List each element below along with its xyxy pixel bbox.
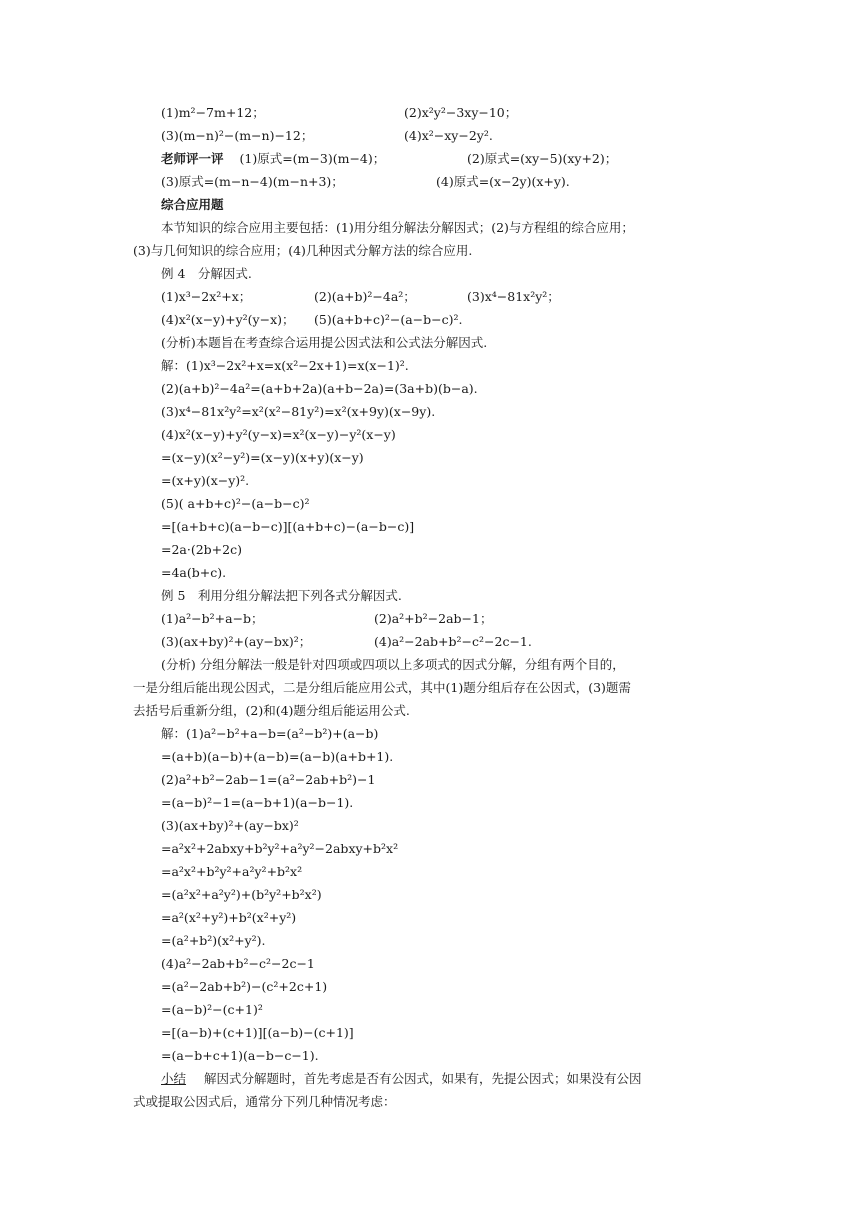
- solution-line: =[(a−b)+(c+1)][(a−b)−(c+1)]: [161, 1025, 354, 1040]
- answer-line: [436, 173, 570, 191]
- question: (3)x⁴−81x²y²；: [467, 289, 560, 304]
- solution-line: =(a²x²+a²y²)+(b²y²+b²x²): [161, 887, 322, 902]
- solution-line: (3)x⁴−81x²y²=x²(x²−81y²)=x²(x+9y)(x−9y).: [161, 404, 436, 419]
- exercise-item: (4)x²−xy−2y².: [404, 128, 493, 143]
- solution-line: (3)(ax+by)²+(ay−bx)²: [161, 818, 299, 833]
- solution-line: 解：(1)x³−2x²+x=x(x²−2x+1)=x(x−1)².: [161, 358, 409, 373]
- exercise-row: [404, 104, 517, 122]
- question: (2)a²+b²−2ab−1；: [374, 611, 493, 626]
- solution-line: 解：(1)a²−b²+a−b=(a²−b²)+(a−b): [161, 726, 379, 741]
- solution-line: (4)x²(x−y)+y²(y−x)=x²(x−y)−y²(x−y): [161, 427, 396, 442]
- solution-line: =(a²−2ab+b²)−(c²+2c+1): [161, 979, 328, 994]
- teacher-comment-label: 老师评一评: [161, 151, 224, 166]
- teacher-comment-row: [161, 150, 385, 168]
- question: (1)a²−b²+a−b；: [161, 611, 264, 626]
- answer: (4)原式=(x−2y)(x+y).: [436, 174, 570, 189]
- exercise-item: (3)(m−n)²−(m−n)−12；: [161, 128, 314, 143]
- answer: (1)原式=(m−3)(m−4)；: [239, 151, 386, 166]
- answer-line: [467, 150, 617, 168]
- solution-line: =(a+b)(a−b)+(a−b)=(a−b)(a+b+1).: [161, 749, 394, 764]
- question: (3)(ax+by)²+(ay−bx)²；: [161, 634, 312, 649]
- solution-line: =2a·(2b+2c): [161, 542, 242, 557]
- solution-line: =(x+y)(x−y)².: [161, 473, 250, 488]
- exercise-item: (1)m²−7m+12；: [161, 105, 265, 120]
- solution-line: (2)a²+b²−2ab−1=(a²−2ab+b²)−1: [161, 772, 376, 787]
- solution-line: (2)(a+b)²−4a²=(a+b+2a)(a+b−2a)=(3a+b)(b−a).: [161, 381, 478, 396]
- analysis-line: (分析) 分组分解法一般是针对四项或四项以上多项式的因式分解，分组有两个目的，: [161, 657, 625, 672]
- summary-line: 式或提取公因式后，通常分下列几种情况考虑：: [133, 1094, 396, 1109]
- solution-line: =a²x²+2abxy+b²y²+a²y²−2abxy+b²x²: [161, 841, 399, 856]
- intro-line: 本节知识的综合应用主要包括：(1)用分组分解法分解因式；(2)与方程组的综合应用；: [161, 220, 634, 235]
- question: (5)(a+b+c)²−(a−b−c)².: [314, 312, 463, 327]
- solution-line: =4a(b+c).: [161, 565, 227, 580]
- solution-line: =[(a+b+c)(a−b−c)][(a+b+c)−(a−b−c)]: [161, 519, 415, 534]
- section-title: 综合应用题: [161, 197, 224, 212]
- question: (4)a²−2ab+b²−c²−2c−1.: [374, 634, 532, 649]
- solution-line: =a²x²+b²y²+a²y²+b²x²: [161, 864, 303, 879]
- solution-line: =(a−b+c+1)(a−b−c−1).: [161, 1048, 319, 1063]
- solution-line: =(x−y)(x²−y²)=(x−y)(x+y)(x−y): [161, 450, 364, 465]
- summary-text: 解因式分解题时，首先考虑是否有公因式，如果有，先提公因式；如果没有公因: [204, 1071, 642, 1086]
- exercise-row: [161, 104, 265, 122]
- question: (4)x²(x−y)+y²(y−x)；: [161, 312, 295, 327]
- exercise-item: (2)x²y²−3xy−10；: [404, 105, 518, 120]
- answer: (3)原式=(m−n−4)(m−n+3)；: [161, 174, 344, 189]
- analysis-line: 一是分组后能出现公因式，二是分组后能应用公式，其中(1)题分组后存在公因式，(3)题需: [133, 680, 631, 695]
- solution-line: =(a²+b²)(x²+y²).: [161, 933, 266, 948]
- solution-line: (4)a²−2ab+b²−c²−2c−1: [161, 956, 315, 971]
- summary-line: [161, 1070, 642, 1088]
- example-title: 例 5 利用分组分解法把下列各式分解因式.: [161, 588, 402, 603]
- answer: (2)原式=(xy−5)(xy+2)；: [467, 151, 618, 166]
- question: (2)(a+b)²−4a²；: [314, 289, 416, 304]
- exercise-row: [161, 127, 313, 145]
- solution-line: (5)( a+b+c)²−(a−b−c)²: [161, 496, 310, 511]
- answer-line: [161, 173, 344, 191]
- solution-line: =a²(x²+y²)+b²(x²+y²): [161, 910, 297, 925]
- analysis: (分析)本题旨在考查综合运用提公因式法和公式法分解因式.: [161, 335, 488, 350]
- question: (1)x³−2x²+x；: [161, 289, 252, 304]
- solution-line: =(a−b)²−(c+1)²: [161, 1002, 263, 1017]
- exercise-row: [404, 127, 493, 145]
- intro-line: (3)与几何知识的综合应用；(4)几种因式分解方法的综合应用.: [133, 243, 473, 258]
- solution-line: =(a−b)²−1=(a−b+1)(a−b−1).: [161, 795, 354, 810]
- summary-label: 小结: [161, 1071, 187, 1086]
- analysis-line: 去括号后重新分组，(2)和(4)题分组后能运用公式.: [133, 703, 410, 718]
- example-title: 例 4 分解因式.: [161, 266, 252, 281]
